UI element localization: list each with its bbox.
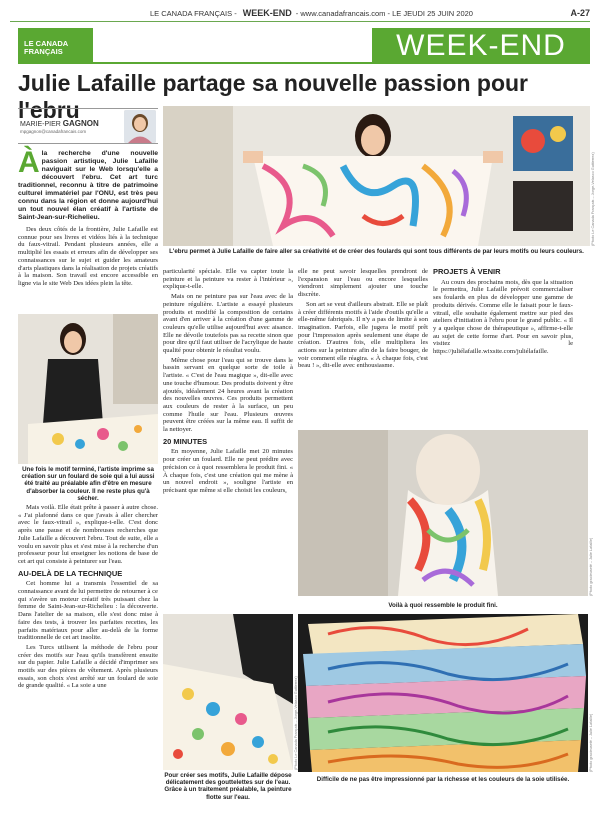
paragraph: Son art se veut d'ailleurs abstrait. Elle se plaît à créer différents motifs à l'aide d'outils qu'elle a elle-même fabriqués. Il n'y a pas de limite à son imagination. Parfois, elle jugera le motif prêt pour l'impression après seulement une étape de création. D'autres fois, elle multipliera les actions sur la peinture afin de la faire bouger, de voir comment elle réagira. « À chaque fois, c'est beau ! », dit-elle avec enthousiasme. xyxy=(298,300,428,370)
article-column-1-top xyxy=(18,146,158,290)
author-name: MARIE-PIER GAGNON xyxy=(20,119,99,128)
headline: Julie Lafaille partage sa nouvelle passion pour l'ebru xyxy=(18,70,528,123)
scarf-photo-caption: Voilà à quoi ressemble le produit fini. xyxy=(388,602,498,609)
photo-credit: (Photo Le Canada Français – Jorge-Velasco Guttierrez) xyxy=(294,676,298,770)
section-rule xyxy=(18,62,590,64)
photo-credit: (Photo Le Canada Français – Jorge-Velasco Guttierrez) xyxy=(591,152,595,246)
paragraph: Même chose pour l'eau qui se trouve dans le bassin servant en quelque sorte de toile à l'artiste. « C'est de l'eau magique », dit-elle avec une touche d'humour. Des produits doivent y être ajoutés, idéalement 24 heures avant la création des nouvelles œuvres. Ces produits permettent aux couleurs de rester à la surface, un peu comme l'huile sur l'eau. Plusieurs œuvres peuvent être créées sur la même eau. Il suffit de la nettoyer. xyxy=(163,356,293,434)
paragraph: Cet homme lui a transmis l'essentiel de sa connaissance avant de lui permettre de retourner à ce qui s'avère un moteur créatif très puissant chez la femme de Saint-Jean-sur-Richelieu : la découverte. Dans l'atelier de sa maison, elle s'est donc mise à faire des tests, à trouver les parfaites recettes, les parfaits matériaux pour aller au-delà de la forme traditionnelle de cet art insolite. xyxy=(18,580,158,642)
stack-photo xyxy=(298,614,588,772)
paragraph: Des deux côtés de la frontière, Julie Lafaille est connue pour ses livres et vidéos liés à la technique du faux-vitrail. Pendant plusieurs années, elle a multiplié les essais et erreurs afin de développer ses connaissances sur le sujet et guider les amateurs d'arts plastiques dans la réalisation de projets créatifs à la maison. Son travail est encore accessible en ligne via le site Web Des idées plein la tête. xyxy=(18,226,158,287)
article-column-3 xyxy=(298,268,428,372)
logo-line-2: FRANÇAIS xyxy=(24,47,63,56)
subhead-projets: PROJETS À VENIR xyxy=(433,267,501,276)
photo-credit: (Photo gracieuseté – Julie Lafaille) xyxy=(589,537,593,596)
paragraph: En moyenne, Julie Lafaille met 20 minutes pour créer un foulard. Elle ne peut prédire avec précision ce à quoi ressemblera le produit fini. « À chaque fois, c'est une création qui me mène à un nouvel endroit », souligne l'artiste en précisant que même si elle choisit les couleurs, xyxy=(163,448,293,494)
paragraph: Au cours des prochains mois, dès que la situation le permettra, Julie Lafaille prévoit commercialiser ses foulards en plus de développer une gamme de produits dérivés. Comme elle le faisait pour le faux-vitrail, elle souhaite également mettre sur pied des ateliers d'initiation à l'ebru pour le grand public. « Il y a quelque chose de thérapeutique », affirme-t-elle au sujet de cette forme d'art. Pour en savoir plus, visitez le https://juliélafaille.wixsite.com/juliélafaille. xyxy=(433,278,573,356)
author-email: mpgagnon@canadafrancais.com xyxy=(20,129,87,134)
lead-paragraph: À la recherche d'une nouvelle passion artistique, Julie Lafaille naviguait sur le Web lorsqu'elle a découvert l'ebru. Cet art turc traditionnel, reconnu à titre de patrimoine culturel immatériel par l'ONU, est très peu connu dans la région et donne aujourd'hui un tout nouvel élan créatif à l'artiste de Saint-Jean-sur-Richelieu. xyxy=(18,146,158,221)
paragraph: elle ne peut savoir lesquelles prendront de l'expansion sur l'eau ou encore lesquelles viendront simplement ajouter une touche discrète. xyxy=(298,268,428,299)
paragraph: particularité spéciale. Elle va capter toute la peinture et la peinture va rester à l'intérieur », explique-t-elle. xyxy=(163,268,293,291)
subhead-au-dela: AU-DELÀ DE LA TECHNIQUE xyxy=(18,568,123,578)
paragraph: Mais voilà. Elle était prête à passer à autre chose. « J'ai plafonné dans ce que j'avais à aller chercher avec le faux-vitrail », explique-t-elle. C'est donc après une pause et de nombreuses recherches que Julie Lafaille a découvert l'ebru. Tout de suite, elle a voulu en savoir plus et s'est mise à la recherche d'un professeur pour lui enseigner les notions de base de cet art qui consiste à peinturer sur l'eau. xyxy=(18,504,158,565)
section-name: WEEK-END xyxy=(242,8,292,18)
main-photo xyxy=(163,106,590,246)
section-band: WEEK-END xyxy=(372,28,590,64)
left-photo xyxy=(18,314,158,464)
paragraph: Mais on ne peinture pas sur l'eau avec de la peinture régulière. L'artiste a essayé plusieurs produits et modifié la composition de certains avant d'en arriver à la création d'une gamme de couleurs qu'elle utilise aujourd'hui avec aisance. Elle ne dévoile toutefois pas sa recette sinon que pour dire qu'il faut utiliser de l'acrylique de haute qualité pour obtenir le résultat voulu. xyxy=(163,293,293,355)
stack-photo-caption: Difficile de ne pas être impressionné par la richesse et les couleurs de la soie utilisée. xyxy=(316,776,570,783)
top-rule xyxy=(10,21,590,22)
top-bar: LE CANADA FRANÇAIS - WEEK-END - www.canadafrancais.com - LE JEUDI 25 JUIN 2020 A-27 xyxy=(150,8,590,18)
author-avatar xyxy=(124,110,156,143)
newspaper-logo xyxy=(18,28,93,64)
article-column-1-bottom xyxy=(18,504,158,692)
article-column-4 xyxy=(433,268,573,358)
center-photo xyxy=(163,614,293,770)
left-photo-caption: Une fois le motif terminé, l'artiste imprime sa création sur un foulard de soie qui a lui aussi été traité au préalable afin d'être en mesure d'absorber la couleur. Il ne reste plus qu'à sécher. xyxy=(21,466,155,502)
subhead-20-minutes: 20 MINUTES xyxy=(163,436,208,446)
scarf-photo xyxy=(298,430,588,596)
date: LE JEUDI 25 JUIN 2020 xyxy=(392,8,473,18)
website: www.canadafrancais.com xyxy=(300,8,386,18)
center-photo-caption: Pour créer ses motifs, Julie Lafaille dépose délicatement des gouttelettes sur de l'eau. Grâce à un traitement préalable, la peinture flotte sur l'eau. xyxy=(164,772,292,801)
page-number: A-27 xyxy=(570,8,590,18)
drop-cap: À xyxy=(18,146,40,179)
publication-name: LE CANADA FRANÇAIS xyxy=(150,8,233,18)
main-photo-caption: L'ebru permet à Julie Lafaille de faire aller sa créativité et de créer des foulards qui sont tous différents de par leurs motifs ou leurs couleurs. xyxy=(169,248,584,255)
photo-credit: (Photo gracieuseté – Julie Lafaille) xyxy=(589,713,593,772)
paragraph: Les Turcs utilisent la méthode de l'ebru pour créer des motifs sur l'eau qu'ils transfèrent ensuite sur du papier. Julie Lafaille a décidé d'imprimer ses motifs sur des pièces de vêtement. Après plusieurs essais, son choix s'est arrêté sur un foulard de soie de grande qualité. « La soie a une xyxy=(18,643,158,690)
article-column-2 xyxy=(163,268,293,497)
byline xyxy=(18,108,158,144)
logo-line-1: LE CANADA xyxy=(24,39,69,48)
